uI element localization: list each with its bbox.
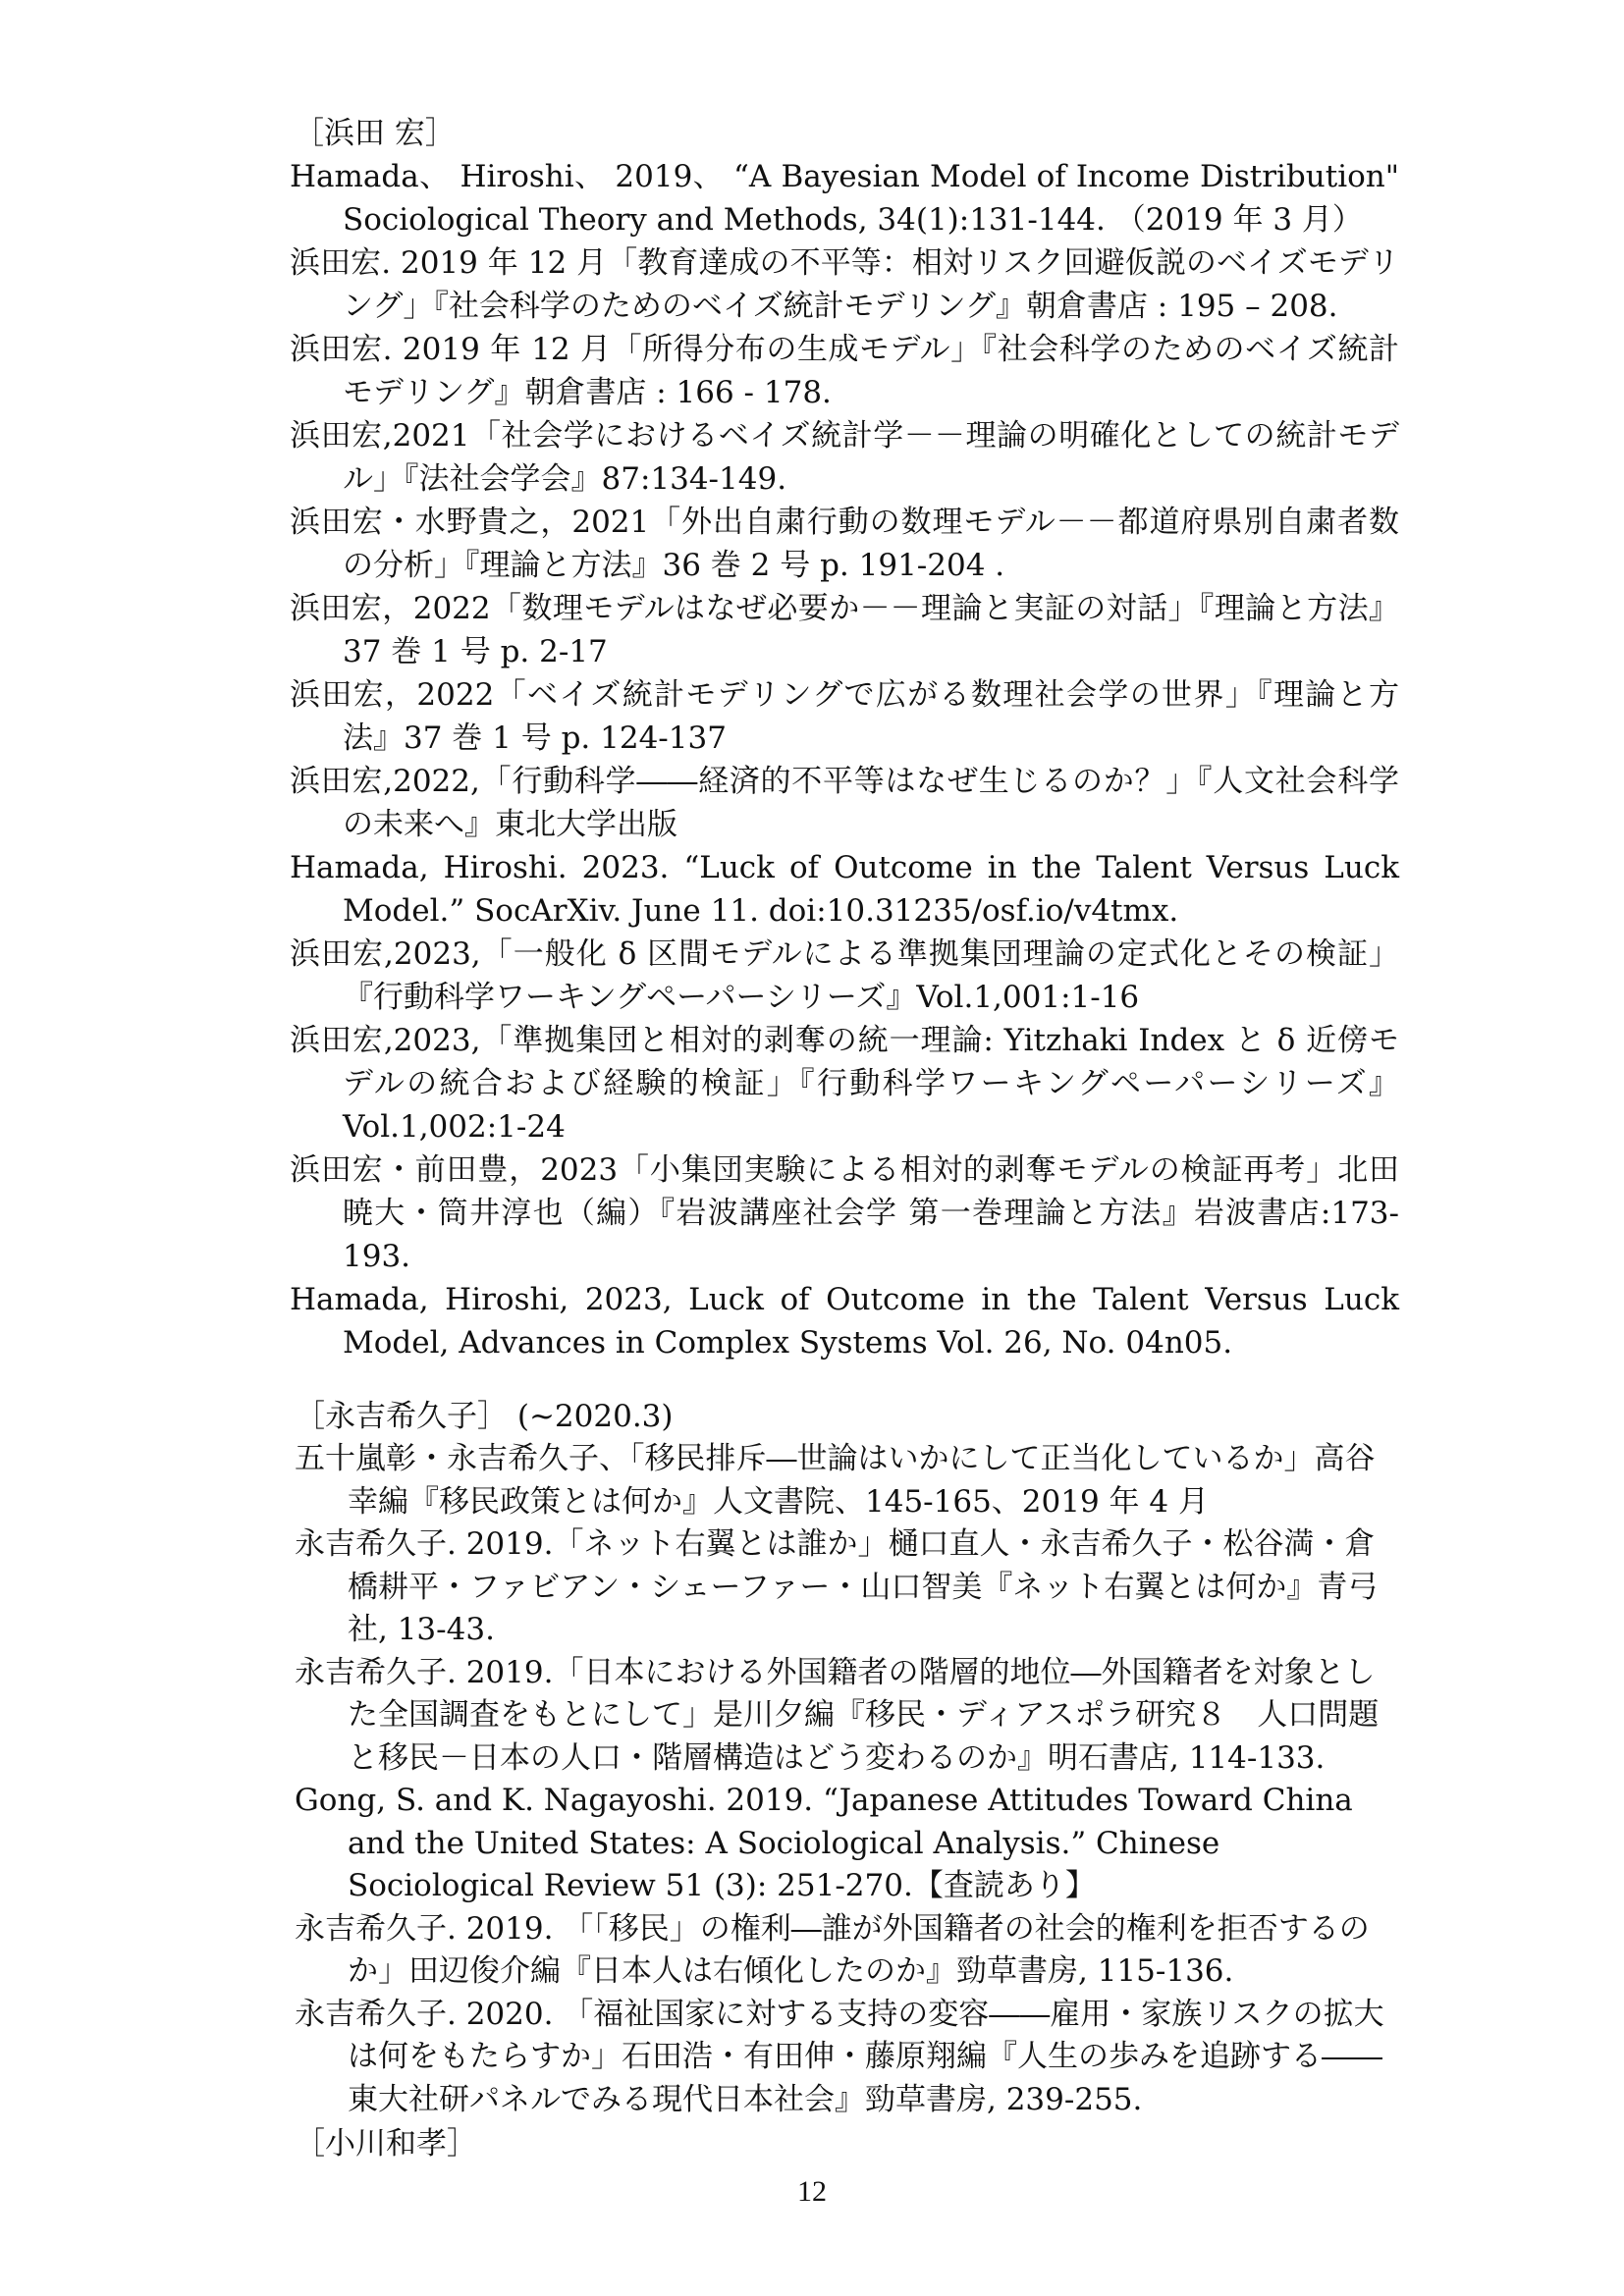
reference-entry: 五十嵐彰・永吉希久子、「移民排斥―世論はいかにして正当化しているか」高谷幸編『移民政策とは何か』人文書院、145-165、2019 年 4 月 <box>295 1441 1376 1520</box>
reference-entry: 永吉希久子. 2019.「日本における外国籍者の階層的地位―外国籍者を対象とした全国調査をもとにして」是川夕編『移民・ディアスポラ研究８ 人口問題と移民－日本の人口・階層構造はどう変わるのか』明石書店, 114-133. <box>295 1654 1380 1776</box>
reference-entry: Hamada、 Hiroshi、 2019、 “A Bayesian Model of Income Distribution" Sociological Theory and Methods, 34(1):131-144. （2019 年 3 月） <box>290 159 1399 238</box>
reference-entry: 浜田宏,2021「社会学におけるベイズ統計学－－理論の明確化としての統計モデル」『法社会学会』87:134-149. <box>290 418 1399 497</box>
section-hamada <box>290 112 1399 1364</box>
reference-entry: 浜田宏，2022「数理モデルはなぜ必要か－－理論と実証の対話」『理論と方法』37 巻 1 号 p. 2-17 <box>290 591 1399 669</box>
reference-entry: 浜田宏・水野貴之，2021「外出自粛行動の数理モデル－－都道府県別自粛者数の分析」『理論と方法』36 巻 2 号 p. 191-204 . <box>290 505 1399 583</box>
reference-entry: 浜田宏,2022,「行動科学――経済的不平等はなぜ生じるのか？」『人文社会科学の未来へ』東北大学出版 <box>290 764 1399 842</box>
reference-entry: Hamada, Hiroshi. 2023. “Luck of Outcome in the Talent Versus Luck Model.” SocArXiv. June 11. doi:10.31235/osf.io/v4tmx. <box>290 850 1399 929</box>
reference-entry: Gong, S. and K. Nagayoshi. 2019. “Japanese Attitudes Toward China and the United States: A Sociological Analysis.” Chinese Sociological Review 51 (3): 251-270.【査読あり】 <box>295 1783 1353 1903</box>
reference-entry: 永吉希久子. 2019. 「「移民」の権利―誰が外国籍者の社会的権利を拒否するのか」田辺俊介編『日本人は右傾化したのか』勁草書房, 115-136. <box>295 1910 1370 1989</box>
reference-entry: 永吉希久子. 2020. 「福祉国家に対する支持の変容――雇用・家族リスクの拡大は何をもたらすか」石田浩・有田伸・藤原翔編『人生の歩みを追跡する――東大社研パネルでみる現代日本社会』勁草書房, 239-255. <box>295 1996 1384 2117</box>
reference-entry: 浜田宏,2023,「一般化 δ 区間モデルによる準拠集団理論の定式化とその検証」『行動科学ワーキングペーパーシリーズ』Vol.1,001:1-16 <box>290 936 1399 1015</box>
reference-entry: 浜田宏,2023,「準拠集団と相対的剥奪の統一理論: Yitzhaki Index と δ 近傍モデルの統合および経験的検証」『行動科学ワーキングペーパーシリーズ』Vol.1,002:1-24 <box>290 1023 1399 1145</box>
reference-entry: 浜田宏. 2019 年 12 月「所得分布の生成モデル」『社会科学のためのベイズ統計モデリング』朝倉書店 : 166 - 178. <box>290 332 1399 410</box>
section-heading: ［浜田 宏］ <box>294 116 456 151</box>
reference-entry: 浜田宏，2022「ベイズ統計モデリングで広がる数理社会学の世界」『理論と方法』37 巻 1 号 p. 124-137 <box>290 677 1399 756</box>
reference-entry: 永吉希久子. 2019.「ネット右翼とは誰か」樋口直人・永吉希久子・松谷満・倉橋耕平・ファビアン・シェーファー・山口智美『ネット右翼とは何か』青弓社, 13-43. <box>295 1526 1379 1647</box>
reference-entry: 浜田宏. 2019 年 12 月「教育達成の不平等：相対リスク回避仮説のベイズモデリング」『社会科学のためのベイズ統計モデリング』朝倉書店 : 195 – 208. <box>290 245 1399 324</box>
section-ogawa <box>295 2122 1394 2165</box>
page-number: 12 <box>797 2175 827 2208</box>
section-heading: ［小川和孝］ <box>295 2126 477 2162</box>
reference-entry: Hamada, Hiroshi, 2023, Luck of Outcome in the Talent Versus Luck Model, Advances in Complex Systems Vol. 26, No. 04n05. <box>290 1282 1399 1361</box>
section-nagayoshi <box>295 1395 1394 2121</box>
section-heading: ［永吉希久子］ (~2020.3) <box>295 1399 674 1434</box>
reference-entry: 浜田宏・前田豊，2023「小集団実験による相対的剥奪モデルの検証再考」北田暁大・筒井淳也（編）『岩波講座社会学 第一巻理論と方法』岩波書店:173-193. <box>290 1152 1399 1274</box>
